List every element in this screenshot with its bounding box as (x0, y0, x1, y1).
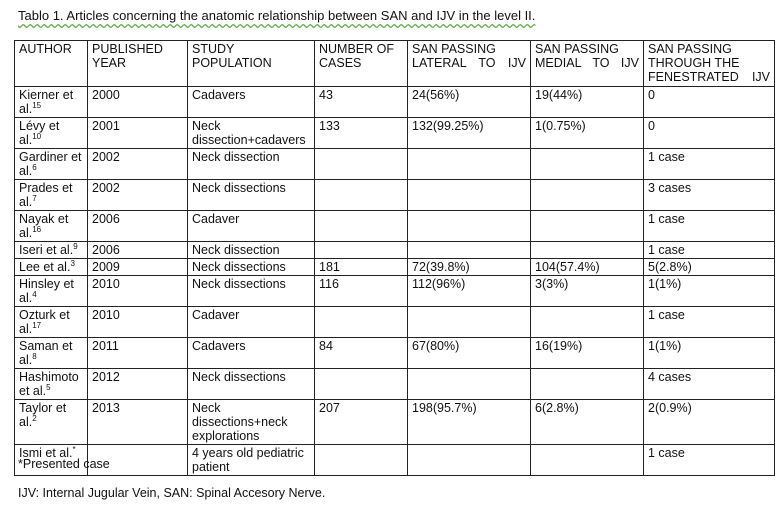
cell-number-of-cases: 84 (315, 338, 408, 369)
cell-lateral: 72(39.8%) (408, 259, 531, 276)
table-row (15, 445, 775, 476)
reference-number: 16 (32, 224, 42, 234)
cell-year: 2013 (88, 400, 188, 445)
cell-year: 2000 (88, 87, 188, 118)
reference-number: 5 (46, 382, 51, 392)
author-name: Hashimoto et al. (19, 370, 79, 398)
table-row (15, 149, 775, 180)
cell-medial: 104(57.4%) (531, 259, 644, 276)
author-name: Iseri et al. (19, 243, 74, 257)
cell-fenestrated: 0 (644, 87, 775, 118)
cell-number-of-cases (315, 369, 408, 400)
table-row (15, 307, 775, 338)
cell-study-population: Neck dissection (188, 242, 315, 259)
cell-fenestrated: 2(0.9%) (644, 400, 775, 445)
cell-fenestrated: 1 case (644, 211, 775, 242)
cell-author (15, 87, 88, 118)
cell-medial: 1(0.75%) (531, 118, 644, 149)
cell-year: 2006 (88, 242, 188, 259)
cell-author (15, 149, 88, 180)
cell-medial (531, 242, 644, 259)
cell-lateral: 132(99.25%) (408, 118, 531, 149)
cell-year: 2009 (88, 259, 188, 276)
author-name: Taylor et al. (19, 401, 67, 429)
cell-number-of-cases: 133 (315, 118, 408, 149)
cell-number-of-cases (315, 211, 408, 242)
cell-author (15, 211, 88, 242)
cell-author (15, 369, 88, 400)
author-name: Saman et al. (19, 339, 73, 367)
cell-medial (531, 369, 644, 400)
cell-lateral (408, 307, 531, 338)
table-body (15, 87, 775, 476)
cell-study-population: Neck dissection (188, 149, 315, 180)
author-name: Nayak et al. (19, 212, 69, 240)
header-row (15, 41, 775, 87)
cell-year: 2001 (88, 118, 188, 149)
cell-fenestrated: 1(1%) (644, 338, 775, 369)
cell-year: 2012 (88, 369, 188, 400)
reference-number: * (72, 444, 76, 454)
table-row (15, 400, 775, 445)
table-row (15, 276, 775, 307)
cell-fenestrated: 0 (644, 118, 775, 149)
reference-number: 6 (32, 162, 37, 172)
reference-number: 8 (32, 351, 37, 361)
table-row (15, 338, 775, 369)
cell-number-of-cases (315, 307, 408, 338)
cell-study-population: Neck dissection+cadavers (188, 118, 315, 149)
cell-number-of-cases: 181 (315, 259, 408, 276)
cell-number-of-cases: 116 (315, 276, 408, 307)
cell-number-of-cases (315, 149, 408, 180)
header-published-year: PUBLISHED YEAR (88, 41, 188, 87)
cell-author (15, 242, 88, 259)
cell-author (15, 338, 88, 369)
author-name: Prades et al. (19, 181, 73, 209)
cell-author (15, 180, 88, 211)
author-name: Ozturk et al. (19, 308, 70, 336)
cell-medial (531, 445, 644, 476)
header-fenestrated: SAN PASSING THROUGH THE FENESTRATED IJV (644, 41, 775, 87)
cell-lateral: 112(96%) (408, 276, 531, 307)
table-row (15, 259, 775, 276)
cell-year: 2010 (88, 307, 188, 338)
cell-author (15, 400, 88, 445)
cell-year: 2002 (88, 149, 188, 180)
table-row (15, 87, 775, 118)
reference-number: 17 (32, 320, 42, 330)
cell-fenestrated: 1(1%) (644, 276, 775, 307)
author-name: Ismi et al. (19, 446, 73, 460)
cell-study-population: Cadavers (188, 87, 315, 118)
reference-number: 3 (70, 258, 75, 268)
cell-lateral (408, 242, 531, 259)
cell-study-population: Cadaver (188, 307, 315, 338)
cell-lateral (408, 369, 531, 400)
cell-lateral: 24(56%) (408, 87, 531, 118)
cell-study-population: Neck dissections+neck explorations (188, 400, 315, 445)
cell-study-population: Neck dissections (188, 259, 315, 276)
cell-number-of-cases (315, 242, 408, 259)
footnote-presented-case: *Presented case (18, 457, 110, 471)
footnote-abbreviations: IJV: Internal Jugular Vein, SAN: Spinal Accesory Nerve. (18, 486, 326, 500)
cell-study-population: Neck dissections (188, 369, 315, 400)
cell-fenestrated: 3 cases (644, 180, 775, 211)
articles-table (14, 40, 775, 476)
cell-number-of-cases: 207 (315, 400, 408, 445)
cell-fenestrated: 1 case (644, 149, 775, 180)
cell-medial (531, 180, 644, 211)
cell-medial: 3(3%) (531, 276, 644, 307)
reference-number: 9 (73, 241, 78, 251)
cell-study-population: Cadavers (188, 338, 315, 369)
cell-lateral: 67(80%) (408, 338, 531, 369)
cell-year: 2006 (88, 211, 188, 242)
cell-fenestrated: 4 cases (644, 369, 775, 400)
cell-lateral (408, 149, 531, 180)
cell-lateral (408, 445, 531, 476)
table-row (15, 180, 775, 211)
header-number-of-cases: NUMBER OF CASES (315, 41, 408, 87)
cell-author (15, 259, 88, 276)
cell-number-of-cases: 43 (315, 87, 408, 118)
cell-author (15, 276, 88, 307)
cell-author (15, 307, 88, 338)
cell-year: 2010 (88, 276, 188, 307)
cell-number-of-cases (315, 180, 408, 211)
table-caption: Tablo 1. Articles concerning the anatomic relationship between SAN and IJV in the level II. (18, 8, 536, 23)
reference-number: 10 (32, 131, 42, 141)
cell-year: 2011 (88, 338, 188, 369)
cell-medial (531, 149, 644, 180)
cell-medial: 6(2.8%) (531, 400, 644, 445)
cell-medial (531, 307, 644, 338)
author-name: Kierner et al. (19, 88, 74, 116)
cell-author (15, 118, 88, 149)
reference-number: 15 (32, 100, 42, 110)
author-name: Lee et al. (19, 260, 71, 274)
author-name: Lévy et al. (19, 119, 60, 147)
cell-fenestrated: 1 case (644, 445, 775, 476)
cell-fenestrated: 5(2.8%) (644, 259, 775, 276)
table-row (15, 369, 775, 400)
reference-number: 2 (32, 413, 37, 423)
cell-fenestrated: 1 case (644, 242, 775, 259)
cell-study-population: 4 years old pediatric patient (188, 445, 315, 476)
cell-study-population: Cadaver (188, 211, 315, 242)
reference-number: 4 (32, 289, 37, 299)
cell-medial: 16(19%) (531, 338, 644, 369)
header-study-population: STUDY POPULATION (188, 41, 315, 87)
cell-medial: 19(44%) (531, 87, 644, 118)
cell-lateral: 198(95.7%) (408, 400, 531, 445)
reference-number: 7 (32, 193, 37, 203)
cell-lateral (408, 180, 531, 211)
cell-year: 2002 (88, 180, 188, 211)
header-medial: SAN PASSING MEDIAL TO IJV (531, 41, 644, 87)
header-lateral: SAN PASSING LATERAL TO IJV (408, 41, 531, 87)
cell-number-of-cases (315, 445, 408, 476)
cell-fenestrated: 1 case (644, 307, 775, 338)
cell-lateral (408, 211, 531, 242)
author-name: Gardiner et al. (19, 150, 82, 178)
table-row (15, 242, 775, 259)
table-row (15, 118, 775, 149)
author-name: Hinsley et al. (19, 277, 74, 305)
cell-study-population: Neck dissections (188, 180, 315, 211)
header-author: AUTHOR (15, 41, 88, 87)
cell-medial (531, 211, 644, 242)
table-row (15, 211, 775, 242)
cell-study-population: Neck dissections (188, 276, 315, 307)
